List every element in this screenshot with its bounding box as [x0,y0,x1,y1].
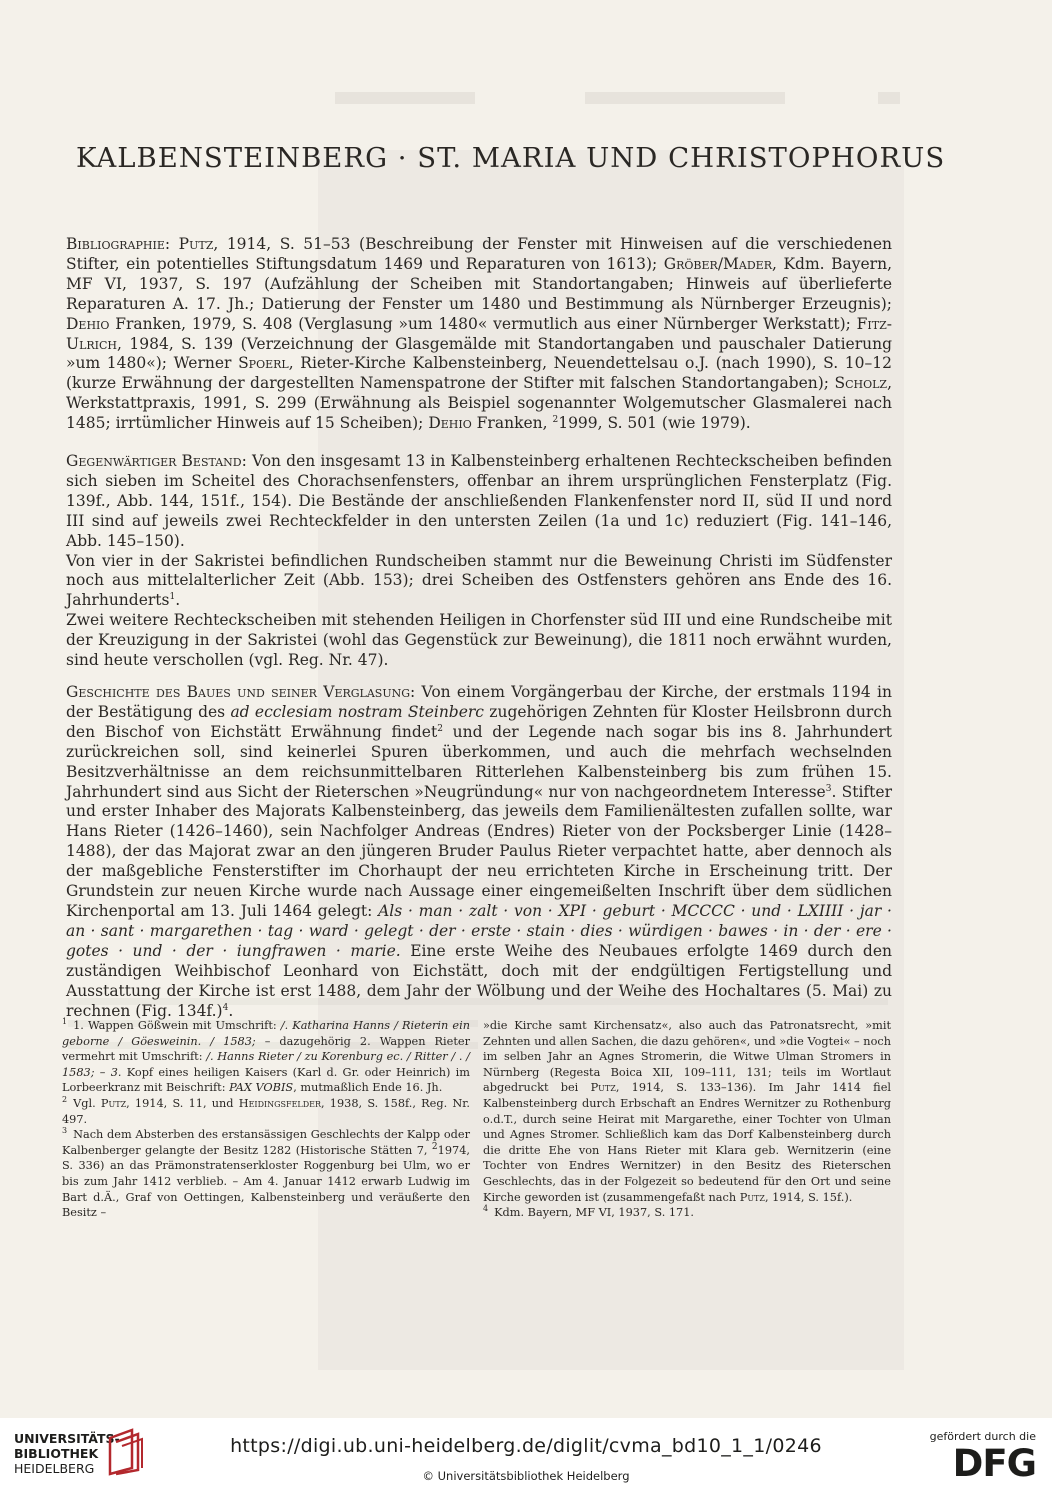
text-run: Eine erste Weihe des Neubaues erfolgte 1469 durch den zuständigen Weihbischof Leonhard von Eichstätt, doch mit der endgültigen Fertigstellung und Ausstattung der Kirche ist erst 1488, dem Jahr der Wölbung und der Weihe des Hochaltares (5. Mai) zu rechnen (Fig. 134f.) [66,941,893,1020]
bleed-through-page-number [878,92,900,104]
text-run: , 1914, S. 15f.). [764,1190,853,1204]
author-name: Dehio [428,414,472,433]
author-name: Heidingsfelder [238,1096,322,1110]
text-run: Franken, 1979, S. 408 (Verglasung »um 1480« vermutlich aus einer Nürnberger Werkstatt); [109,314,857,333]
section-label: Gegenwärtiger Bestand: [66,452,247,470]
author-name: Putz [178,235,214,253]
author-name: Putz [100,1096,127,1110]
text-run: , 1914, S. 51–53 (Beschreibung der Fenster mit Hinweisen auf die verschiedenen Stifter, ein potentielles Stiftungsdatum 1469 und Reparaturen von 1613); [66,235,892,273]
latin-quote: ad ecclesiam nostram Steinberc [230,702,484,721]
footnote-ref: 4 [222,1002,229,1013]
author-name: Scholz [834,374,888,393]
text-run: , Rieter-Kirche Kalbensteinberg, Neuendettelsau o.J. (nach 1990), S. 10–12 (kurze Erwähnung der dargestellten Namenspatrone der Stifter mit falschen Standortangaben); [66,354,892,393]
text-run: . [228,1001,234,1020]
text-run: – dazugehörig 2. Wappen Rieter vermehrt mit Umschrift: [62,1034,470,1064]
inscription-quote: Als · man · zalt · von · XPI · geburt · MCCCC · und · LXIIII · jar · an · sant · margarethen · tag · ward · gelegt · der · erste · stain · dies · würdigen · bawes · in · der · ere · gotes · und · der · iungfrawen · marie. [66,901,892,960]
bestand-section [66,452,892,671]
logo-text-line: BIBLIOTHEK [14,1446,99,1461]
author-name: Putz [590,1081,616,1095]
copyright-notice: © Universitätsbibliothek Heidelberg [422,1469,630,1483]
footnote-3-continued [483,1018,891,1205]
footnote-4 [483,1205,891,1221]
author-name: Dehio [66,314,110,333]
funding-note: gefördert durch die [929,1430,1036,1443]
footnote-ref: 3 [825,783,832,794]
text-run: 1. Wappen Gößwein mit Umschrift: [73,1019,281,1032]
section-label: Bibliographie: [66,235,171,253]
text-run: 1974, S. 336) an das Prämonstratenserkloster Roggenburg bei Ulm, wo er bis zum Jahr 1412 verblieb. – Am 4. Januar 1412 erwarb Ludwig im Bart d.Ä., Graf von Oettingen, Kalbensteinberg und veräußerte den Besitz – [62,1143,470,1220]
text-run: . [175,591,181,610]
edition-superscript: 2 [552,415,559,425]
footnote-number: 4 [483,1204,489,1214]
inscription-quote: PAX VOBIS [229,1081,294,1095]
text-run: , 1938, S. 158f., Reg. Nr. 497. [62,1096,471,1126]
bibliography-paragraph [66,235,892,434]
text-run: , mutmaßlich Ende 16. Jh. [293,1081,443,1095]
footnote-ref: 1 [169,592,176,603]
bleed-through-header [585,92,785,104]
footnote-number: 1 [62,1017,68,1027]
logo-text-line: UNIVERSITÄTS- [14,1431,120,1446]
text-run: und der Legende nach sogar bis ins 8. Jahrhundert zurückreichen soll, sind keinerlei Spuren überkommen, und auch die mehrfach wechselnden Besitzverhältnisse an dem reichsunmittelbaren Ritterlehen Kalbensteinberg bis zum frühen 15. Jahrhundert sind aus Sicht der Rieterschen »Neugründung« nur von nachgeordnetem Interesse [66,722,892,801]
edition-superscript: 2 [431,1141,438,1152]
text-run [170,235,179,253]
text-run: , 1914, S. 11, und [126,1096,239,1110]
text-run: 1999, S. 501 (wie 1979). [558,414,751,433]
footnote-ref: 2 [437,723,443,734]
footnote-number: 2 [62,1095,68,1105]
footnotes-left-column [62,1018,470,1221]
text-run: . Stifter und erster Inhaber des Majorats Kalbensteinberg, das jeweils dem Familienältesten zufallen sollte, war Hans Rieter (1426–1460), sein Nachfolger Andreas (Endres) Rieter von der Pocksberger Linie (1428–1488), der das Majorat zwar an den jüngeren Bruder Paulus Rieter verpachtet hatte, aber dennoch als der maßgebliche Fensterstifter im Chorhaupt der neu errichteten Kirche in Erscheinung tritt. Der Grundstein zur neuen Kirche wurde nach Aussage einer eingemeißelten Inschrift über dem südlichen Kirchenportal am 13. Juli 1464 gelegt: [66,782,892,920]
text-run: , Kdm. Bayern, MF VI, 1937, S. 197 (Aufzählung der Scheiben mit Standortangaben; Hinweis auf überlieferte Reparaturen A. 17. Jh.; Datierung der Fenster um 1480 und Bestimmung als Nürnberger Erzeugnis); [66,254,892,313]
page-url-link[interactable]: https://digi.ub.uni-heidelberg.de/diglit/cvma_bd10_1_1/0246 [230,1435,822,1457]
bestand-paragraph-2 [66,552,892,612]
bestand-paragraph-1 [66,452,892,552]
page-title: KALBENSTEINBERG · ST. MARIA UND CHRISTOPHORUS [76,142,946,174]
viewer-footer [0,1418,1052,1496]
footnote-number: 3 [62,1126,68,1136]
inscription-quote: /. Katharina Hanns / Rieterin ein geborne / Göesweinin. / 1583; [62,1019,470,1048]
text-run: Franken, [471,414,553,433]
text-run: Zwei weitere Rechteckscheiben mit stehenden Heiligen in Chorfenster süd III und eine Rundscheibe mit der Kreuzigung in der Sakristei (wohl das Gegenstück zur Beweinung), die 1811 noch erwähnt wurden, sind heute verschollen (vgl. Reg. Nr. 47). [66,611,892,670]
text-run: zugehörigen Zehnten für Kloster Heilsbronn durch den Bischof von Eichstätt Erwähnung findet [66,702,892,741]
logo-text-line: HEIDELBERG [14,1461,95,1476]
footnote-3 [62,1127,470,1221]
text-run: »die Kirche samt Kirchensatz«, also auch das Patronatsrecht, »mit Zehnten und allen Sachen, die dazu gehören«, und »die Vogtei« – noch im selben Jahr an Agnes Stromerin, die Witwe Ulman Stromers in Nürnberg (Regesta Boica XII, 109–111, 131; teils im Wortlaut abgedruckt bei [483,1019,891,1095]
bestand-paragraph-3 [66,611,892,671]
author-name: Spoerl [238,354,289,373]
text-run: Von einem Vorgängerbau der Kirche, der erstmals 1194 in der Bestätigung des [66,683,892,721]
text-run: Von vier in der Sakristei befindlichen Rundscheiben stammt nur die Beweinung Christi im Südfenster noch aus mittelalterlicher Zeit (Abb. 153); drei Scheiben des Ostfensters gehören ans Ende des 16. Jahrhunderts [66,551,892,610]
text-run: Kdm. Bayern, MF VI, 1937, S. 171. [494,1206,695,1220]
author-name: Gröber/Mader [663,254,772,273]
footnotes-right-column [483,1018,891,1221]
inscription-quote: /. Hanns Rieter / zu Korenburg ec. / Ritter / . / 1583; – 3. [62,1050,470,1079]
footnote-1 [62,1018,470,1096]
geschichte-paragraph [66,683,892,1021]
footnote-2 [62,1096,470,1127]
author-name: Fitz-Ulrich [66,314,892,353]
text-run: , Werkstattpraxis, 1991, S. 299 (Erwähnung als Beispiel sogenannter Wolgemutscher Glasmalerei nach 1485; irrtümlicher Hinweis auf 15 Scheiben); [66,374,892,433]
text-run: Nach dem Absterben des erstansässigen Geschlechts der Kalpp oder Kalbenberger gelangte der Besitz 1282 (Historische Stätten 7, [62,1128,470,1157]
text-run: , 1914, S. 133–136). Im Jahr 1414 fiel Kalbensteinberg durch Erbschaft an Endres Wernitzer zu Rothenburg o.d.T., durch seine Heirat mit Margarethe, einer Tochter von Ulman und Agnes Stromer. Schließlich kam das Dorf Kalbensteinberg durch die dritte Ehe von Hans Rieter mit Klara geb. Wernitzerin (eine Tochter von Endres Wernitzer) in den Besitz des Rieterschen Geschlechts, das in der Folgezeit so bedeutend für den Ort und seine Kirche geworden ist (zusammengefaßt nach [483,1081,891,1204]
text-run: Von den insgesamt 13 in Kalbensteinberg erhaltenen Rechteckscheiben befinden sich sieben im Scheitel des Chorachsenfensters, offenbar an ihrem ursprünglichen Fensterplatz (Fig. 139f., Abb. 144, 151f., 154). Die Bestände der anschließenden Flankenfenster nord II, süd II und nord III sind auf jeweils zwei Rechteckfelder in den untersten Zeilen (1a und 1c) reduziert (Fig. 141–146, Abb. 145–150). [66,452,892,550]
text-run: Vgl. [73,1096,101,1110]
section-label: Geschichte des Baues und seiner Verglasung: [66,683,416,701]
text-run: Kopf eines heiligen Kaisers (Karl d. Gr. oder Heinrich) im Lorbeerkranz mit Beischrift: [62,1065,470,1095]
author-name: Putz [739,1190,765,1204]
bleed-through-header [335,92,475,104]
dfg-logo[interactable]: DFG [952,1442,1036,1485]
text-run: , 1984, S. 139 (Verzeichnung der Glasgemälde mit Standortangaben und pauschaler Datierung »um 1480«); Werner [66,334,892,373]
